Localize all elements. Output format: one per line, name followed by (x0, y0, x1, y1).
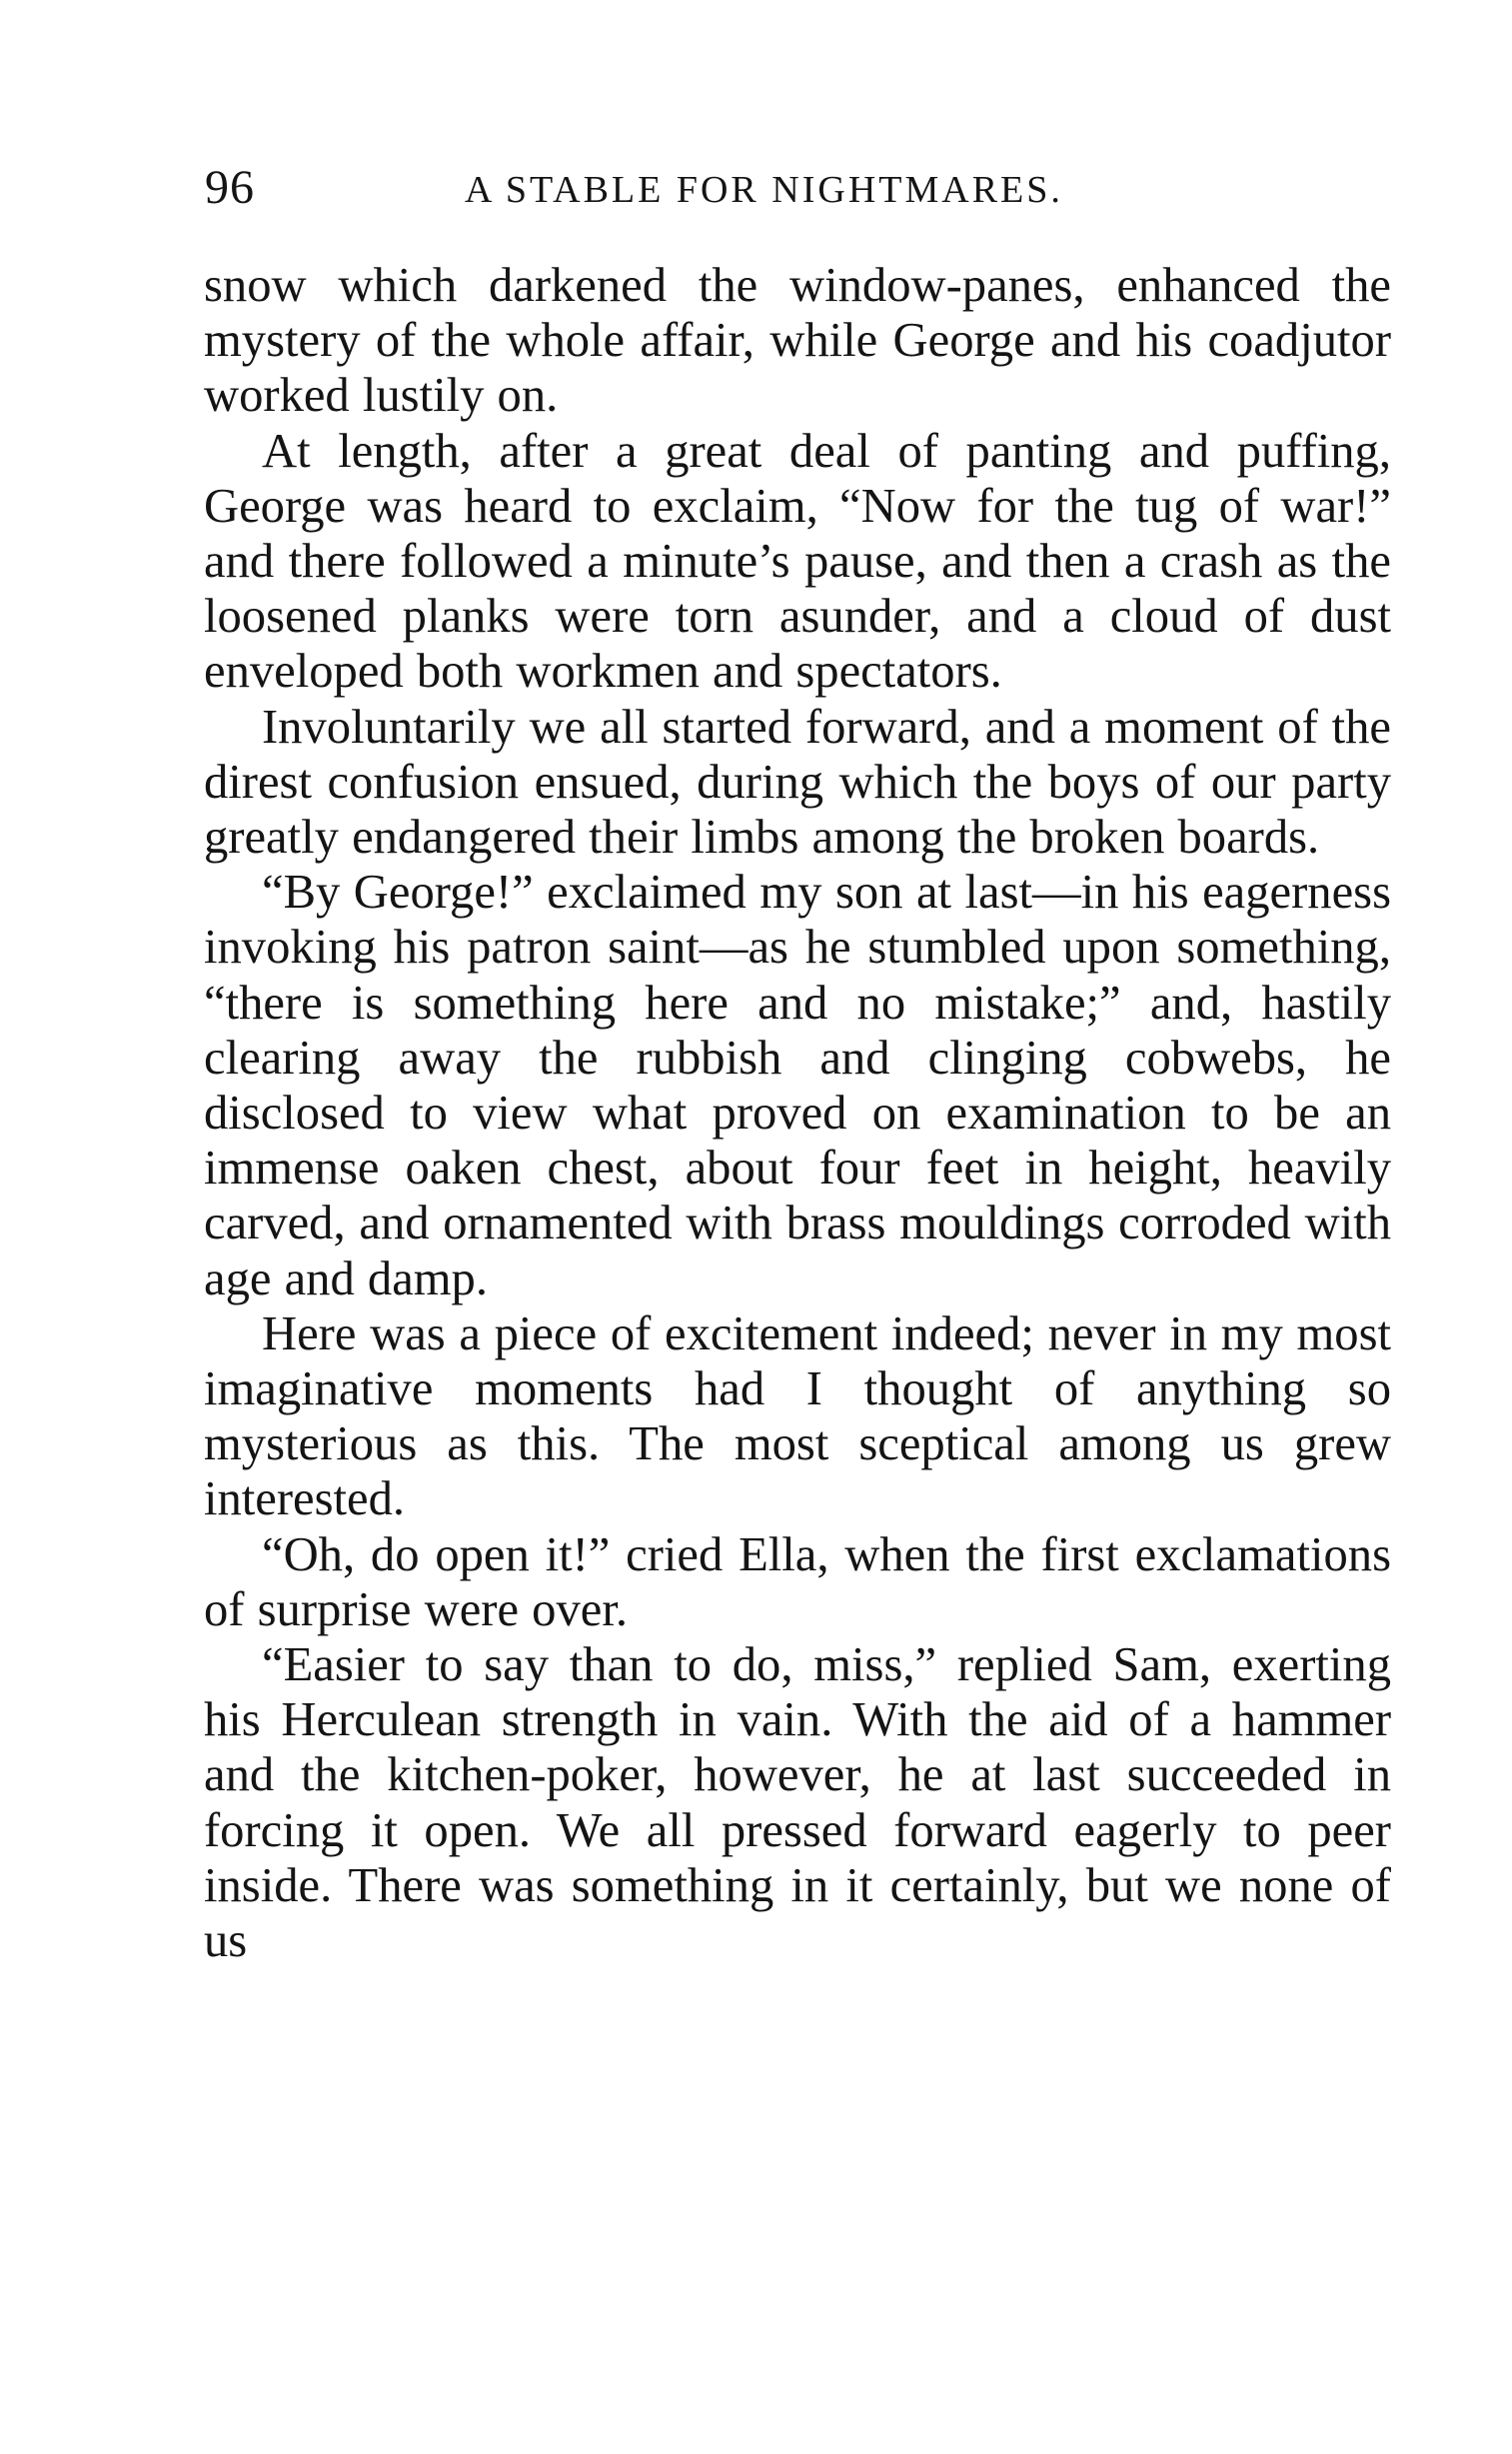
paragraph-tug-of-war: At length, after a great deal of panting and puffing, George was heard to exclaim, “Now for the tug of war!” and there followed a minute’s pause, and then a crash as the loosened planks were torn asunder, and a cloud of dust enveloped both workmen and spectators. (204, 423, 1391, 699)
paragraph-sam-opening-chest: “Easier to say than to do, miss,” replied Sam, exerting his Herculean strength in vain. With the aid of a hammer and the kitchen-poker, however, he at last succeeded in forcing it open. We all pressed forward eagerly to peer inside. There was something in it certainly, but we none of us (204, 1637, 1391, 1968)
page-body (204, 258, 1391, 1968)
running-title: A STABLE FOR NIGHTMARES. (465, 169, 1063, 211)
paragraph-ella-dialogue: “Oh, do open it!” cried Ella, when the first exclamations of surprise were over. (204, 1526, 1391, 1636)
paragraph-oaken-chest: “By George!” exclaimed my son at last—in his eagerness invoking his patron saint—as he stumbled upon something, “there is something here and no mistake;” and, hastily clearing away the rubbish and clinging cobwebs, he disclosed to view what proved on examination to be an immense oaken chest, about four feet in height, heavily carved, and ornamented with brass mouldings corroded with age and damp. (204, 865, 1391, 1305)
paragraph-excitement: Here was a piece of excitement indeed; never in my most imaginative moments had I thought of anything so mysterious as this. The most sceptical among us grew interested. (204, 1305, 1391, 1526)
paragraph-confusion: Involuntarily we all started forward, and a moment of the direst confusion ensued, during which the boys of our party greatly endangered their limbs among the broken boards. (204, 699, 1391, 865)
running-head (205, 156, 1391, 228)
page-number: 96 (205, 161, 255, 214)
paragraph-continuation: snow which darkened the window-panes, enhanced the mystery of the whole affair, while George and his coadjutor worked lustily on. (204, 258, 1391, 423)
